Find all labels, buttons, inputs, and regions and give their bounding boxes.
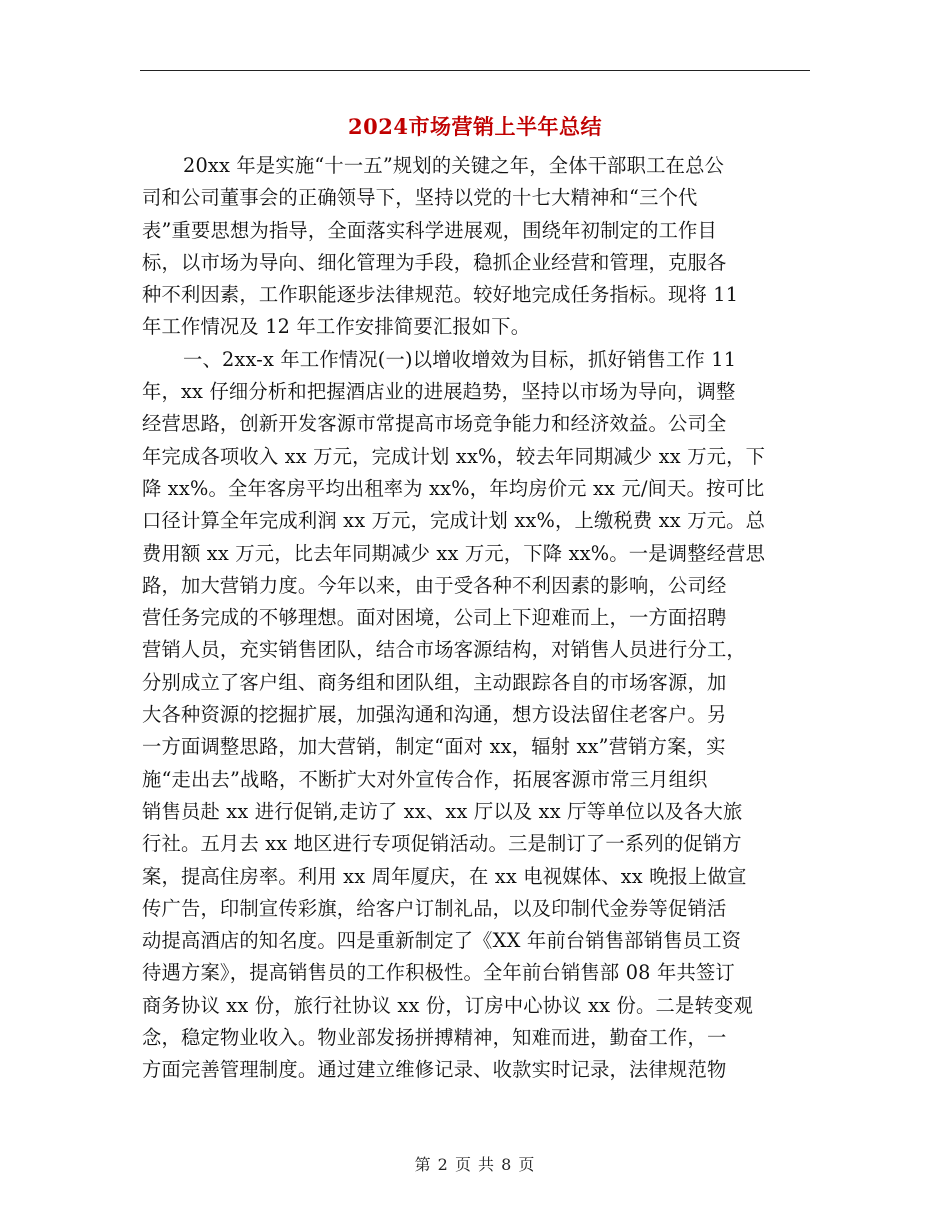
body-line: 标，以市场为导向、细化管理为手段，稳抓企业经营和管理，克服各 [142,250,727,274]
body-line: 口径计算全年完成利润 xx 万元，完成计划 xx%，上缴税费 xx 万元。总 [142,509,766,533]
body-line: 待遇方案》，提高销售员的工作积极性。全年前台销售部 08 年共签订 [142,961,735,985]
body-line: 路，加大营销力度。今年以来，由于受各种不利因素的影响，公司经 [142,573,727,597]
body-line: 行社。五月去 xx 地区进行专项促销活动。三是制订了一系列的促销方 [142,832,742,856]
document-title: 2024市场营销上半年总结 [348,114,602,139]
body-line: 年工作情况及 12 年工作安排简要汇报如下。 [142,315,531,339]
page-number: 第 2 页 共 8 页 [414,1155,536,1174]
body-line: 传广告，印制宣传彩旗，给客户订制礼品，以及印制代金券等促销活 [142,896,727,920]
document-body [142,150,810,1087]
body-line: 营销人员，充实销售团队，结合市场客源结构，对销售人员进行分工， [142,638,746,662]
body-line: 年，xx 仔细分析和把握酒店业的进展趋势，坚持以市场为导向，调整 [142,380,736,404]
body-line: 年完成各项收入 xx 万元，完成计划 xx%，较去年同期减少 xx 万元，下 [142,444,766,468]
body-line: 20xx 年是实施“十一五”规划的关键之年，全体干部职工在总公 [183,154,725,177]
body-line: 动提高酒店的知名度。四是重新制定了《XX 年前台销售部销售员工资 [142,929,742,953]
body-line: 施“走出去”战略，不断扩大对外宣传合作，拓展客源市常三月组织 [142,767,708,791]
body-line: 一、2xx-x 年工作情况(一)以增收增效为目标，抓好销售工作 11 [183,347,737,371]
header-rule [140,70,810,71]
body-line: 表”重要思想为指导，全面落实科学进展观，围绕年初制定的工作目 [142,218,718,242]
body-line: 商务协议 xx 份，旅行社协议 xx 份，订房中心协议 xx 份。二是转变观 [142,993,753,1017]
body-line: 方面完善管理制度。通过建立维修记录、收款实时记录，法律规范物 [142,1058,727,1082]
body-line: 分别成立了客户组、商务组和团队组，主动跟踪各自的市场客源，加 [142,670,727,694]
body-line: 案，提高住房率。利用 xx 周年厦庆，在 xx 电视媒体、xx 晚报上做宣 [142,864,747,888]
body-line: 念，稳定物业收入。物业部发扬拼搏精神，知难而进，勤奋工作，一 [142,1026,727,1050]
body-line: 降 xx%。全年客房平均出租率为 xx%，年均房价元 xx 元/间天。按可比 [142,476,765,500]
body-line: 经营思路，创新开发客源市常提高市场竞争能力和经济效益。公司全 [142,412,727,436]
body-line: 销售员赴 xx 进行促销,走访了 xx、xx 厅以及 xx 厅等单位以及各大旅 [142,799,743,823]
body-line: 营任务完成的不够理想。面对困境，公司上下迎难而上，一方面招聘 [142,606,727,630]
body-line: 种不利因素，工作职能逐步法律规范。较好地完成任务指标。现将 11 [142,283,739,307]
body-line: 费用额 xx 万元，比去年同期减少 xx 万元，下降 xx%。一是调整经营思 [142,541,766,565]
body-line: 司和公司董事会的正确领导下，坚持以党的十七大精神和“三个代 [142,186,698,210]
body-line: 大各种资源的挖掘扩展，加强沟通和沟通，想方设法留住老客户。另 [142,703,727,727]
body-line: 一方面调整思路，加大营销，制定“面对 xx，辐射 xx”营销方案，实 [142,735,726,759]
